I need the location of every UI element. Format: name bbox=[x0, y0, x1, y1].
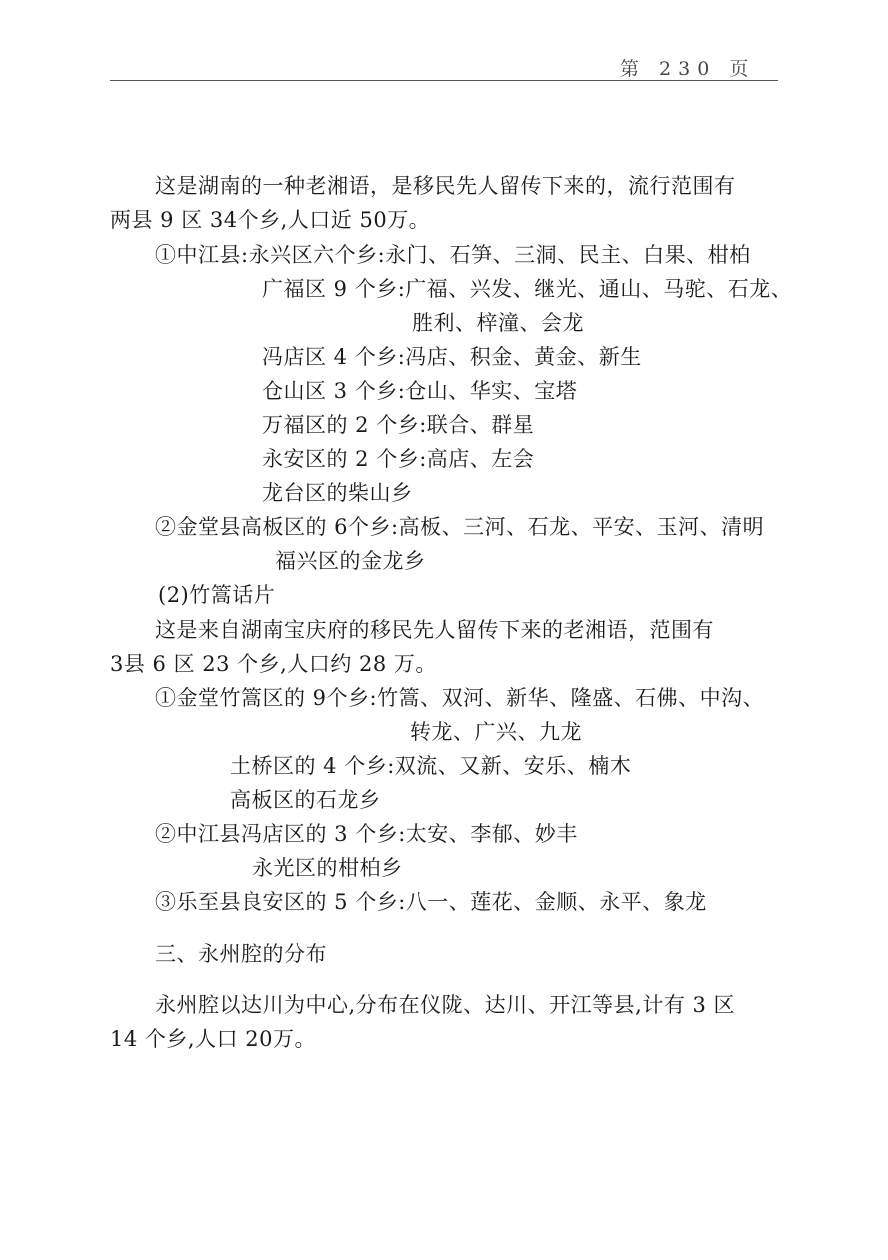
text-line: 福兴区的金龙乡 bbox=[275, 549, 426, 573]
text-line: ①中江县:永兴区六个乡:永门、石笋、三洞、民主、白果、柑柏 bbox=[155, 243, 751, 267]
text-line: 14 个乡,人口 20万。 bbox=[110, 1027, 316, 1051]
text-line: ③乐至县良安区的 5 个乡:八一、莲花、金顺、永平、象龙 bbox=[155, 890, 707, 914]
section-heading: (2)竹篙话片 bbox=[158, 583, 276, 607]
text-line: ②金堂县高板区的 6个乡:高板、三河、石龙、平安、玉河、清明 bbox=[155, 515, 765, 539]
page-number: 第 230 页 bbox=[620, 58, 756, 80]
header-rule bbox=[110, 80, 778, 81]
text-line: 两县 9 区 34个乡,人口近 50万。 bbox=[110, 208, 431, 232]
text-line: 永光区的柑柏乡 bbox=[252, 856, 403, 880]
text-line: ②中江县冯店区的 3 个乡:太安、李郁、妙丰 bbox=[155, 822, 578, 846]
text-line: 这是来自湖南宝庆府的移民先人留传下来的老湘语，范围有 bbox=[155, 618, 714, 642]
text-line: 冯店区 4 个乡:冯店、积金、黄金、新生 bbox=[262, 345, 642, 369]
text-line: 龙台区的柴山乡 bbox=[262, 481, 413, 505]
text-line: 万福区的 2 个乡:联合、群星 bbox=[262, 413, 535, 437]
text-line: 3县 6 区 23 个乡,人口约 28 万。 bbox=[110, 652, 437, 676]
text-line: 转龙、广兴、九龙 bbox=[410, 720, 582, 744]
text-line: 广福区 9 个乡:广福、兴发、继光、通山、马驼、石龙、 bbox=[262, 277, 793, 301]
text-line: 永安区的 2 个乡:高店、左会 bbox=[262, 447, 535, 471]
text-line: ①金堂竹篙区的 9个乡:竹篙、双河、新华、隆盛、石佛、中沟、 bbox=[155, 686, 765, 710]
text-line: 这是湖南的一种老湘语，是移民先人留传下来的，流行范围有 bbox=[155, 174, 736, 198]
text-line: 土桥区的 4 个乡:双流、又新、安乐、楠木 bbox=[230, 754, 632, 778]
text-line: 高板区的石龙乡 bbox=[230, 788, 381, 812]
text-line: 胜利、梓潼、会龙 bbox=[412, 311, 584, 335]
text-line: 永州腔以达川为中心,分布在仪陇、达川、开江等县,计有 3 区 bbox=[155, 993, 736, 1017]
text-line: 仓山区 3 个乡:仓山、华实、宝塔 bbox=[262, 379, 578, 403]
section-heading: 三、永州腔的分布 bbox=[155, 942, 327, 966]
